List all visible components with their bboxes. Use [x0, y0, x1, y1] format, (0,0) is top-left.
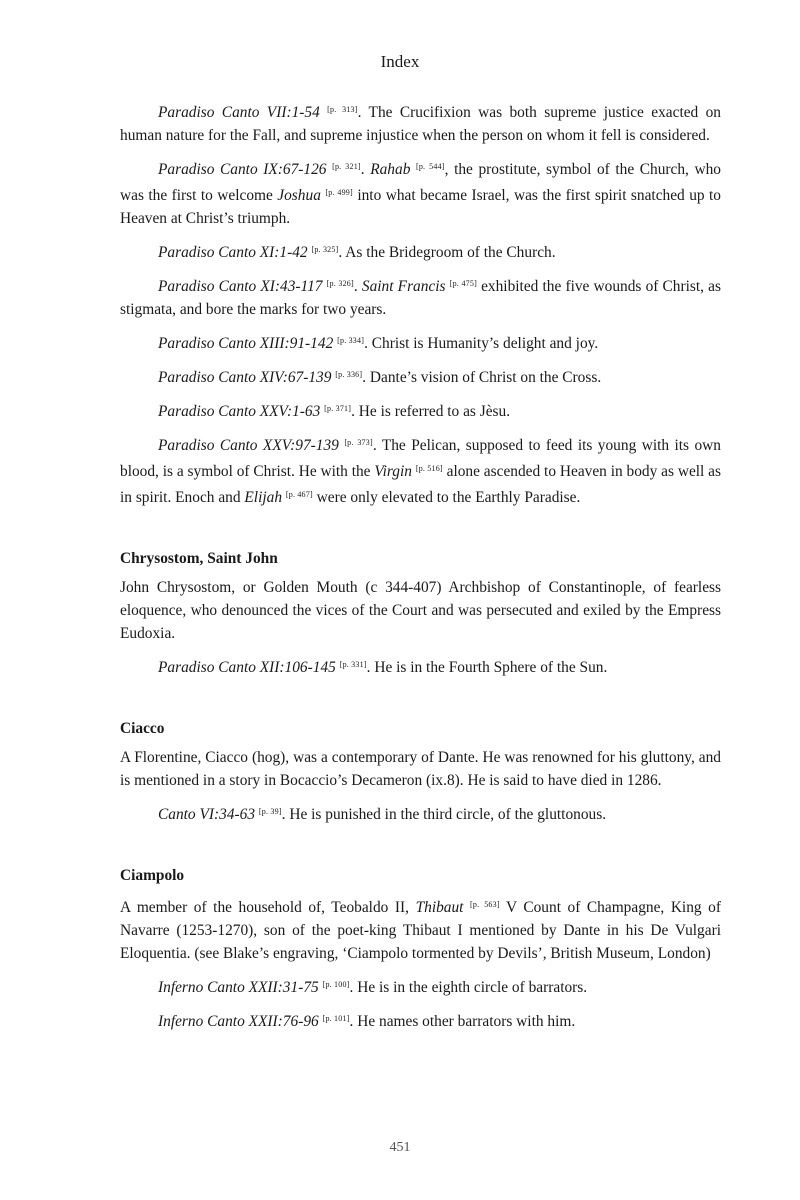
page-reference: [p. 313] — [327, 105, 358, 114]
page-reference: [p. 326] — [326, 279, 354, 288]
page-reference: [p. 475] — [449, 279, 477, 288]
cross-reference-link[interactable]: Saint Francis — [361, 278, 446, 295]
entry-description: A member of the household of, Teobaldo II, Thibaut [p. 563] V Count of Champagne, King of Navarre (1253-1270), son of the poet-king Thibaut I mentioned by Dante in his De Vulgari Eloquentia. (see Blake’s engraving, ‘Ciampolo tormented by Devils’, British Museum, London) — [120, 899, 721, 962]
entry-heading: Ciacco — [120, 720, 165, 737]
page-reference: [p. 563] — [470, 900, 500, 909]
canto-reference: Paradiso Canto IX:67-126 — [158, 161, 327, 178]
index-entry-ciampolo — [120, 864, 721, 1033]
canto-reference: Paradiso Canto XI:1-42 — [158, 244, 308, 261]
cross-reference-link[interactable]: Thibaut — [415, 899, 464, 916]
index-reference: Paradiso Canto XIII:91-142 [p. 334]. Christ is Humanity’s delight and joy. — [158, 335, 599, 352]
entry-description: John Chrysostom, or Golden Mouth (c 344-407) Archbishop of Constantinople, of fearless eloquence, who denounced the vices of the Court and was persecuted and exiled by the Empress Eudoxia. — [120, 579, 721, 642]
page-reference: [p. 331] — [339, 660, 367, 669]
canto-reference: Inferno Canto XXII:31-75 — [158, 979, 319, 996]
page-reference: [p. 499] — [325, 188, 353, 197]
page-reference: [p. 321] — [332, 162, 361, 171]
index-content — [120, 98, 721, 1033]
page-reference: [p. 39] — [258, 807, 282, 816]
index-reference: Paradiso Canto XII:106-145 [p. 331]. He is in the Fourth Sphere of the Sun. — [158, 659, 608, 676]
index-reference: Inferno Canto XXII:31-75 [p. 100]. He is in the eighth circle of barrators. — [158, 979, 588, 996]
index-reference: Paradiso Canto IX:67-126 [p. 321]. Rahab [p. 544], the prostitute, symbol of the Church, who was the first to welcome Joshua [p. 499] into what became Israel, was the first spirit snatched up to Heaven at Christ’s triumph. — [120, 161, 722, 227]
index-reference: Paradiso Canto XXV:1-63 [p. 371]. He is referred to as Jèsu. — [158, 403, 511, 420]
page-reference: [p. 467] — [285, 490, 313, 499]
canto-reference: Canto VI:34-63 — [158, 806, 256, 823]
index-entry-ciacco — [120, 717, 721, 826]
page-reference: [p. 325] — [311, 245, 339, 254]
canto-reference: Paradiso Canto XIII:91-142 — [158, 335, 334, 352]
cross-reference-link[interactable]: Elijah — [244, 489, 283, 506]
index-reference: Inferno Canto XXII:76-96 [p. 101]. He names other barrators with him. — [158, 1013, 576, 1030]
page-number: 451 — [389, 1140, 411, 1155]
index-reference: Paradiso Canto XI:43-117 [p. 326]. Saint Francis [p. 475] exhibited the five wounds of Christ, as stigmata, and bore the marks for two years. — [120, 278, 721, 318]
canto-reference: Paradiso Canto XI:43-117 — [158, 278, 323, 295]
canto-reference: Inferno Canto XXII:76-96 — [158, 1013, 319, 1030]
entry-description: A Florentine, Ciacco (hog), was a contemporary of Dante. He was renowned for his gluttony, and is mentioned in a story in Bocaccio’s Decameron (ix.8). He is said to have died in 1286. — [120, 749, 721, 789]
running-header: Index — [380, 52, 420, 71]
cross-reference-link[interactable]: Joshua — [277, 187, 321, 204]
page-reference: [p. 100] — [322, 980, 350, 989]
cross-reference-link[interactable]: Virgin — [374, 463, 412, 480]
page-reference: [p. 101] — [322, 1014, 350, 1023]
cross-reference-link[interactable]: Rahab — [370, 161, 411, 178]
index-reference: Canto VI:34-63 [p. 39]. He is punished in the third circle, of the gluttonous. — [158, 806, 607, 823]
page-reference: [p. 373] — [344, 438, 373, 447]
page-reference: [p. 336] — [335, 370, 363, 379]
canto-reference: Paradiso Canto VII:1-54 — [158, 104, 320, 121]
page-reference: [p. 371] — [324, 404, 352, 413]
page-reference: [p. 516] — [415, 464, 443, 473]
index-reference: Paradiso Canto XI:1-42 [p. 325]. As the Bridegroom of the Church. — [158, 244, 556, 261]
page-reference: [p. 544] — [415, 162, 445, 171]
canto-reference: Paradiso Canto XII:106-145 — [158, 659, 336, 676]
canto-reference: Paradiso Canto XXV:97-139 — [158, 437, 339, 454]
canto-reference: Paradiso Canto XIV:67-139 — [158, 369, 332, 386]
page-reference: [p. 334] — [337, 336, 365, 345]
index-entry-chrysostom — [120, 547, 721, 679]
index-reference: Paradiso Canto XIV:67-139 [p. 336]. Dante’s vision of Christ on the Cross. — [158, 369, 602, 386]
entry-heading: Ciampolo — [120, 867, 185, 884]
index-reference: Paradiso Canto VII:1-54 [p. 313]. The Crucifixion was both supreme justice exacted on human nature for the Fall, and supreme injustice when the person on whom it fell is considered. — [120, 104, 721, 144]
canto-reference: Paradiso Canto XXV:1-63 — [158, 403, 321, 420]
entry-heading: Chrysostom, Saint John — [120, 550, 278, 567]
index-reference: Paradiso Canto XXV:97-139 [p. 373]. The Pelican, supposed to feed its young with its own blood, is a symbol of Christ. He with the Virgin [p. 516] alone ascended to Heaven in body as well as in spirit. Enoch and Elijah [p. 467] were only elevated to the Earthly Paradise. — [120, 437, 722, 506]
